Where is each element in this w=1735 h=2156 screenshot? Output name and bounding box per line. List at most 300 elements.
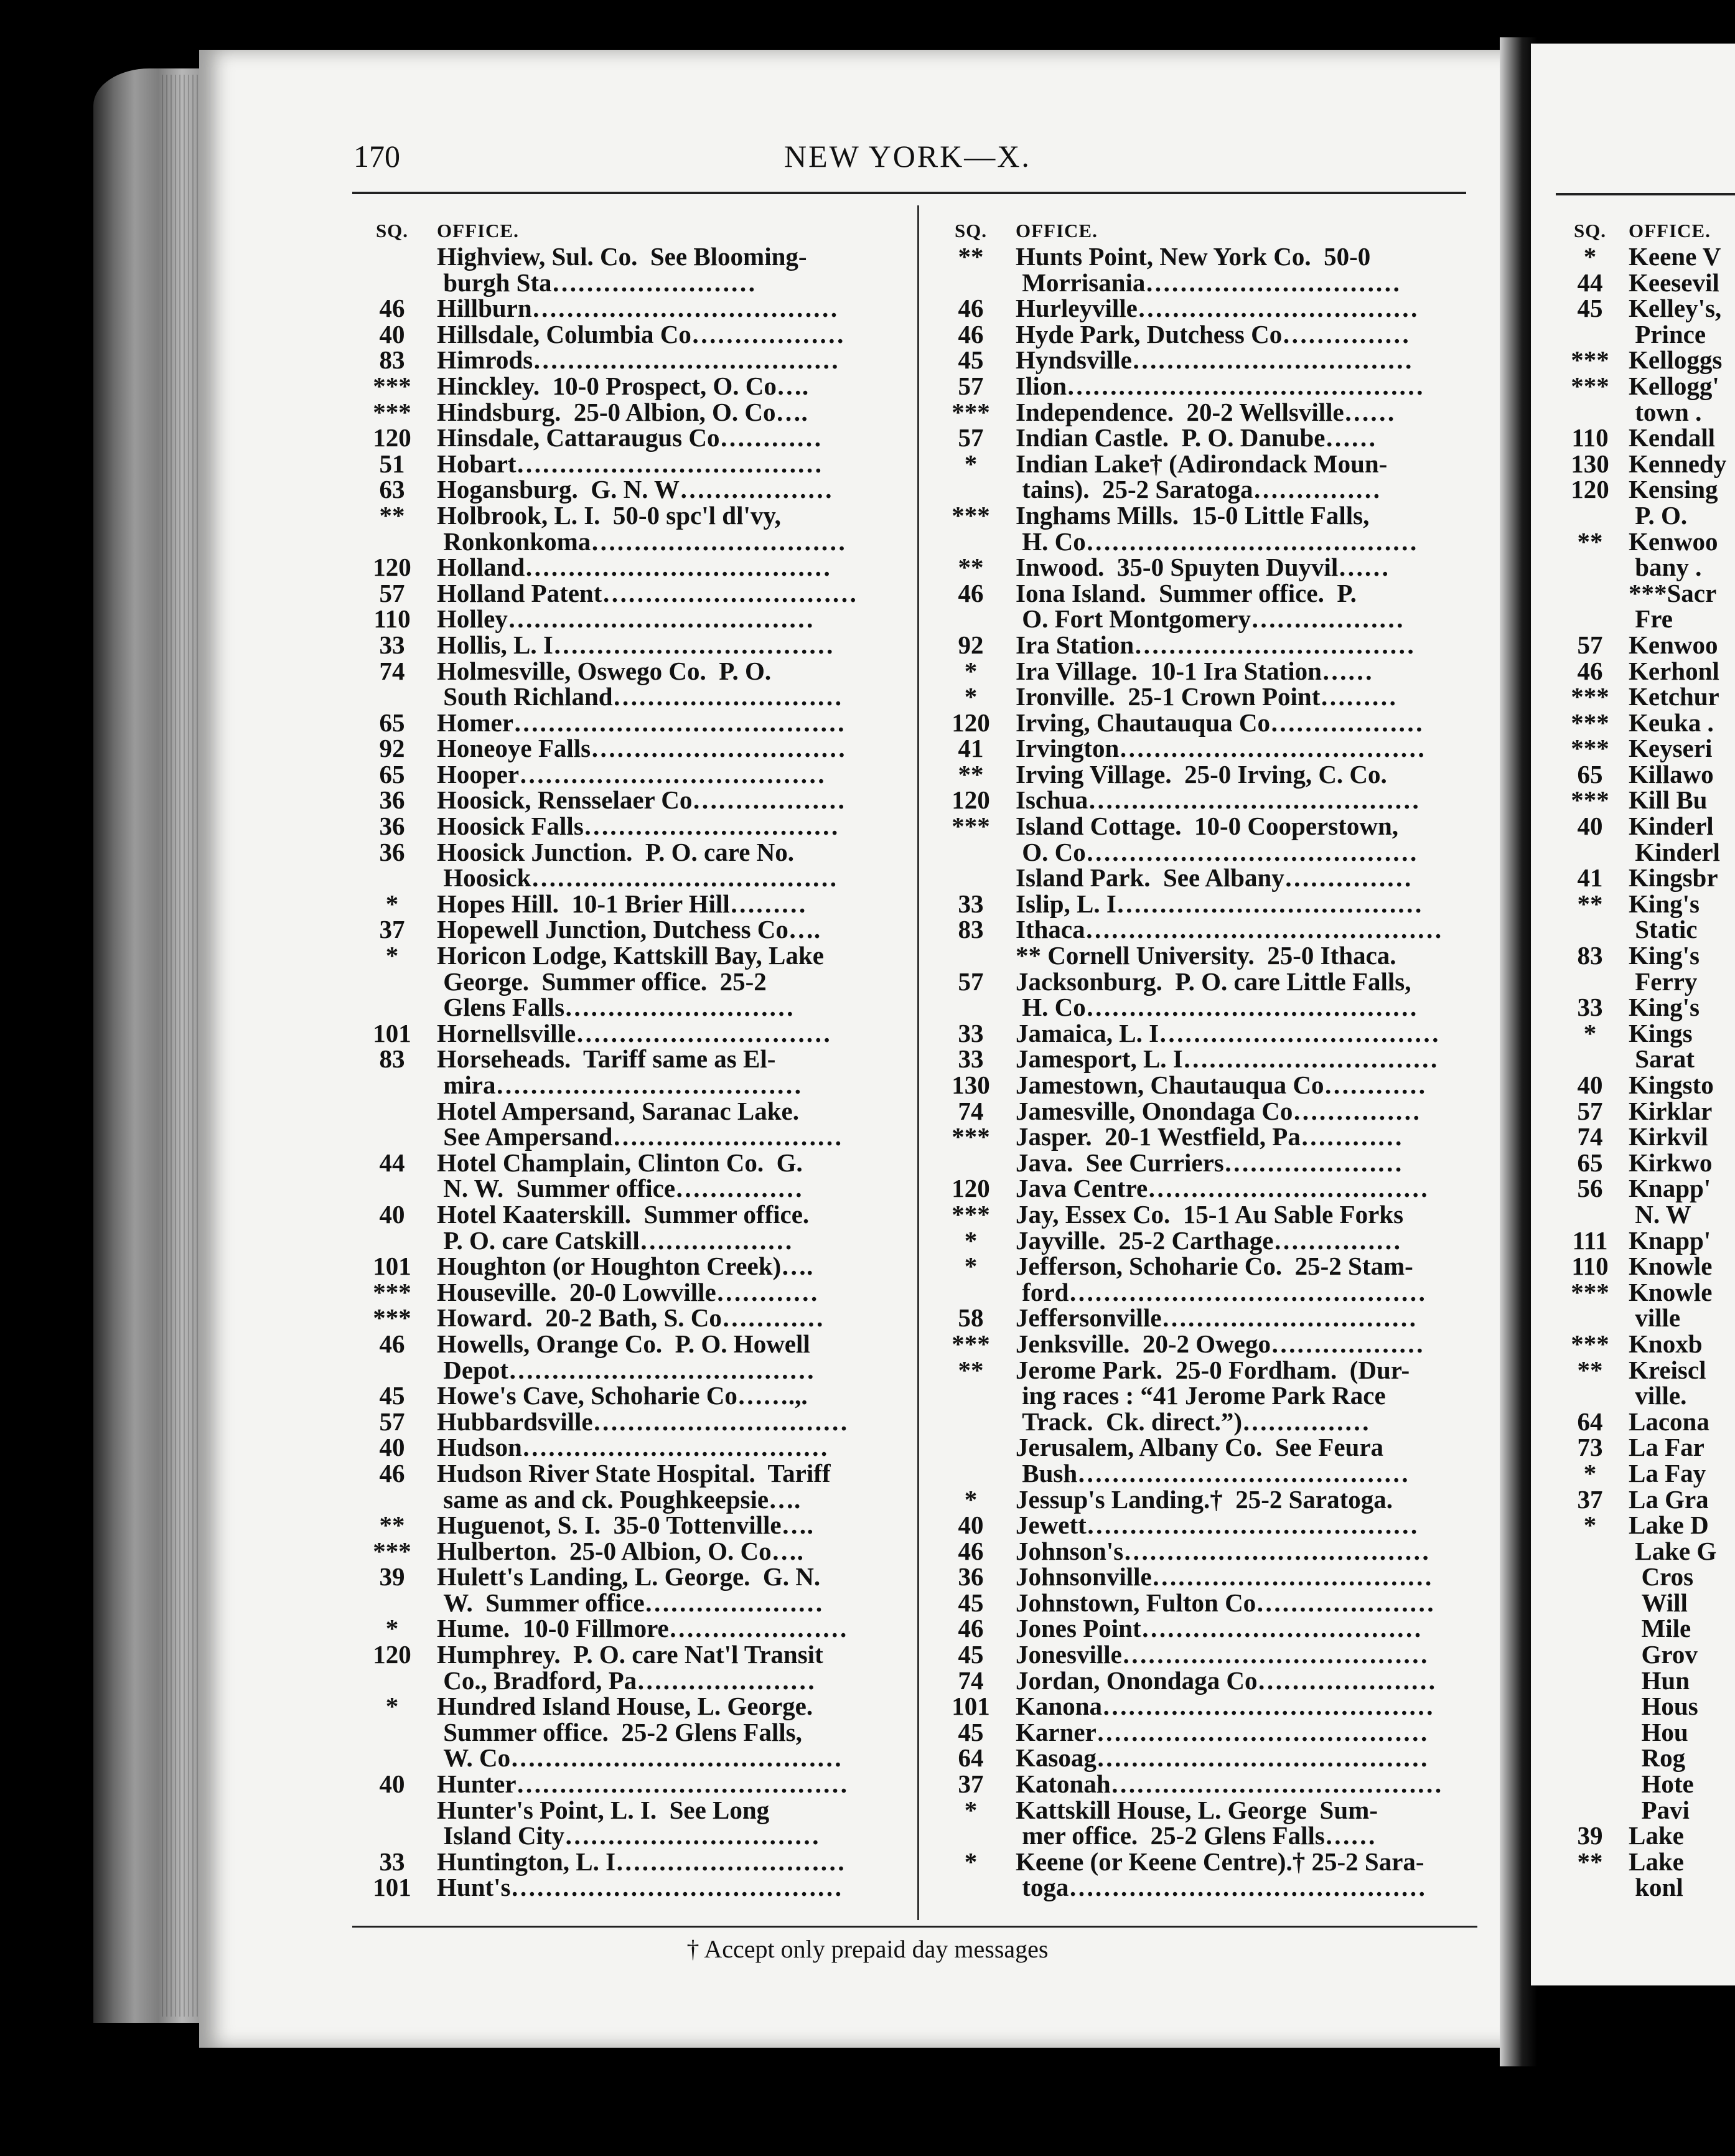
square-code: *** <box>952 1122 990 1151</box>
square-code: ** <box>958 1355 984 1384</box>
square-code: 73 <box>1577 1433 1603 1462</box>
office-row <box>933 1072 1481 1099</box>
square-code: *** <box>1571 708 1609 737</box>
square-code: 40 <box>379 319 405 349</box>
office-row <box>355 813 902 840</box>
square-code: 45 <box>1577 294 1603 323</box>
square-code: 111 <box>1572 1226 1608 1255</box>
office-row <box>933 1797 1481 1849</box>
office-row <box>1559 710 1735 736</box>
office-entry: Hotel Kaaterskill. Summer office. P. O. care Catskill……………… <box>437 1199 810 1255</box>
square-code: 46 <box>958 1614 984 1643</box>
square-code: 110 <box>1571 423 1609 452</box>
square-code: 83 <box>379 1044 405 1074</box>
office-entry: Jeffersonville………………………… <box>1016 1303 1417 1333</box>
square-code: *** <box>373 1303 411 1333</box>
square-code: 92 <box>958 630 984 659</box>
office-row <box>1559 1512 1735 1823</box>
office-row <box>355 500 902 556</box>
office-entry: Huguenot, S. I. 35-0 Tottenville…. <box>437 1511 813 1540</box>
square-code: ** <box>1577 889 1603 918</box>
office-row <box>933 1018 1481 1048</box>
office-row <box>355 296 902 322</box>
facing-header-rule <box>1556 193 1735 195</box>
square-code: 36 <box>958 1562 984 1591</box>
office-row <box>1559 1409 1735 1435</box>
office-entry: King's Ferry <box>1629 941 1700 996</box>
office-entry: Hoosick Junction. P. O. care No. Hoosick……………………………… <box>437 837 838 893</box>
page-edges <box>162 75 199 2017</box>
office-row <box>355 373 902 400</box>
office-entry: Highview, Sul. Co. See Blooming- burgh Sta…………………… <box>437 242 807 297</box>
square-code: 46 <box>379 1458 405 1488</box>
square-code: *** <box>952 397 990 426</box>
square-code: 37 <box>1577 1484 1603 1514</box>
office-row <box>933 1331 1481 1357</box>
square-code: 110 <box>373 604 411 634</box>
office-row <box>933 917 1481 943</box>
office-row <box>933 244 1481 296</box>
office-row <box>933 373 1481 400</box>
square-code: 74 <box>1577 1122 1603 1151</box>
office-entry: Jenksville. 20-2 Owego……………… <box>1016 1329 1424 1358</box>
office-row <box>1559 1435 1735 1461</box>
office-row <box>933 1435 1481 1486</box>
office-row <box>1559 1484 1735 1514</box>
office-row <box>933 1590 1481 1616</box>
office-row <box>355 1277 902 1306</box>
square-code: 46 <box>958 1536 984 1565</box>
office-entry: Knoxb <box>1629 1329 1703 1358</box>
square-code: *** <box>373 397 411 426</box>
office-row <box>355 632 902 659</box>
office-row <box>355 1458 902 1514</box>
square-code: 44 <box>379 1148 405 1177</box>
office-row <box>933 555 1481 581</box>
square-code: 92 <box>379 734 405 763</box>
office-entry: Hinsdale, Cattaraugus Co………… <box>437 423 822 452</box>
square-code: 64 <box>958 1743 984 1773</box>
square-code: 45 <box>379 1381 405 1410</box>
office-entry: Hornellsville………………………… <box>437 1018 831 1048</box>
column-header <box>933 218 1481 244</box>
square-code: 57 <box>1577 1096 1603 1125</box>
office-entry: Kerhonl <box>1629 656 1719 685</box>
office-entry: Kirklar <box>1629 1096 1713 1125</box>
square-code: 57 <box>958 967 984 996</box>
office-entry: Ithaca…………………………………… <box>1016 915 1443 944</box>
square-code: 57 <box>379 1407 405 1436</box>
square-code: ** <box>379 1511 405 1540</box>
square-code: * <box>385 941 399 970</box>
office-row <box>933 347 1481 373</box>
office-row <box>355 1150 902 1202</box>
office-entry: Hillsdale, Columbia Co……………… <box>437 319 844 349</box>
office-row <box>1559 1823 1735 1849</box>
office-entry: Johnsonville…………………………… <box>1016 1562 1433 1591</box>
square-code: 74 <box>958 1666 984 1695</box>
square-code: 74 <box>958 1096 984 1125</box>
office-row <box>933 1176 1481 1202</box>
office-entry: Kensing P. O. <box>1629 475 1718 530</box>
office-entry: King's Static <box>1629 889 1700 944</box>
office-entry: Kanona………………………………… <box>1016 1692 1434 1721</box>
office-entry: Keesevil <box>1629 268 1719 297</box>
office-row <box>933 1745 1481 1771</box>
office-entry: Kirkwo <box>1629 1148 1713 1177</box>
square-code: 33 <box>379 630 405 659</box>
header-rule <box>352 192 1466 194</box>
square-code: 58 <box>958 1303 984 1333</box>
office-row <box>355 1383 902 1409</box>
office-row <box>355 1046 902 1098</box>
office-entry: Keuka . <box>1629 708 1714 737</box>
square-code: * <box>1583 1018 1597 1048</box>
office-entry: Jerome Park. 25-0 Fordham. (Dur- ing races : “41 Jerome Park Race Track. Ck. direct.”)…………… <box>1016 1355 1410 1436</box>
column-header <box>1559 218 1735 244</box>
footnote: † Accept only prepaid day messages <box>686 1935 1049 1963</box>
square-code: 120 <box>373 423 411 452</box>
office-row <box>933 1046 1481 1072</box>
square-code: 33 <box>958 1044 984 1074</box>
office-entry: Holley……………………………… <box>437 604 814 634</box>
office-row <box>1559 1124 1735 1150</box>
square-code: 101 <box>373 1873 411 1902</box>
office-entry: Independence. 20-2 Wellsville…… <box>1016 397 1395 426</box>
office-row <box>355 425 902 451</box>
square-code: * <box>964 1252 978 1281</box>
office-entry: Hindsburg. 25-0 Albion, O. Co…. <box>437 397 808 426</box>
office-row <box>355 1096 902 1151</box>
office-row <box>1559 995 1735 1021</box>
office-entry: Jones Point…………………………… <box>1016 1614 1422 1643</box>
square-code: ** <box>958 759 984 789</box>
sq-header: SQ. <box>954 220 988 241</box>
office-row <box>1559 529 1735 581</box>
office-entry: Hogansburg. G. N. W……………… <box>437 475 833 504</box>
square-code: 46 <box>958 578 984 607</box>
square-code: 130 <box>1571 449 1609 478</box>
office-entry: Lake D Lake G Cros Will Mile Grov Hun Hous Hou Rog Hote Pavi <box>1629 1511 1717 1824</box>
office-entry: Kelley's, Prince <box>1629 294 1722 349</box>
office-row <box>355 1616 902 1642</box>
square-code: *** <box>952 1329 990 1358</box>
office-row <box>1559 1849 1735 1901</box>
office-row <box>933 296 1481 322</box>
office-entry: Jay, Essex Co. 15-1 Au Sable Forks <box>1016 1199 1404 1229</box>
office-row <box>355 710 902 736</box>
square-code: * <box>1583 1511 1597 1540</box>
office-row <box>933 425 1481 451</box>
office-row <box>1559 759 1735 789</box>
square-code: 110 <box>1571 1252 1609 1281</box>
office-entry: Johnstown, Fulton Co………………… <box>1016 1588 1435 1617</box>
office-row <box>933 684 1481 710</box>
office-row <box>933 969 1481 1021</box>
office-row <box>933 943 1481 969</box>
office-entry: Keene (or Keene Centre).† 25-2 Sara- toga…………………………………… <box>1016 1847 1426 1902</box>
square-code: 44 <box>1577 268 1603 297</box>
office-entry: Howe's Cave, Schoharie Co…….,. <box>437 1381 808 1410</box>
office-row <box>1559 1150 1735 1176</box>
square-code: ** <box>958 553 984 582</box>
square-code: * <box>964 1847 978 1876</box>
office-entry: Island Park. See Albany…………… <box>1016 863 1412 893</box>
office-row <box>1559 1357 1735 1409</box>
office-entry: Irving Village. 25-0 Irving, C. Co. <box>1016 759 1387 789</box>
office-row <box>1559 477 1735 528</box>
office-entry: ** Cornell University. 25-0 Ithaca. <box>1016 941 1396 970</box>
office-row <box>355 1642 902 1694</box>
office-entry: La Far <box>1629 1433 1705 1462</box>
office-entry: Ironville. 25-1 Crown Point……… <box>1016 682 1397 711</box>
office-entry: Islip, L. I……………………………… <box>1016 889 1423 918</box>
square-code: 101 <box>373 1018 411 1048</box>
office-entry: Kendall <box>1629 423 1715 452</box>
office-entry: Hopes Hill. 10-1 Brier Hill……… <box>437 889 807 918</box>
office-row <box>933 451 1481 503</box>
office-entry: La Gra <box>1629 1484 1709 1514</box>
office-row <box>355 555 902 581</box>
square-code: 40 <box>958 1511 984 1540</box>
square-code: * <box>1583 242 1597 271</box>
office-row <box>355 606 902 632</box>
page-number: 170 <box>353 139 400 174</box>
square-code: 46 <box>958 294 984 323</box>
office-row <box>355 1331 902 1383</box>
column-divider <box>917 205 919 1920</box>
square-code: * <box>964 1484 978 1514</box>
office-row <box>355 451 902 477</box>
square-code: 120 <box>373 553 411 582</box>
office-entry: Kill Bu <box>1629 785 1708 815</box>
square-code: ** <box>1577 1355 1603 1384</box>
office-row <box>355 1409 902 1435</box>
square-code: 33 <box>958 1018 984 1048</box>
office-row <box>355 1254 902 1280</box>
office-entry: Lacona <box>1629 1407 1709 1436</box>
office-entry: Hubbardsville………………………… <box>437 1407 848 1436</box>
office-row <box>1559 943 1735 995</box>
office-entry: Jewett………………………………… <box>1016 1511 1418 1540</box>
office-entry: Keyseri <box>1629 734 1713 763</box>
office-entry: Katonah………………………………… <box>1016 1769 1443 1799</box>
square-code: * <box>385 1614 399 1643</box>
office-row <box>355 1797 902 1849</box>
square-code: * <box>964 682 978 711</box>
office-entry: Hobart……………………………… <box>437 449 823 478</box>
square-code: 130 <box>952 1071 990 1099</box>
office-entry: Jamaica, L. I…………………………… <box>1016 1018 1440 1048</box>
office-row <box>355 1018 902 1048</box>
office-row <box>933 1150 1481 1176</box>
square-code: 36 <box>379 837 405 866</box>
office-entry: Kasoag………………………………… <box>1016 1743 1428 1773</box>
square-code: 37 <box>379 915 405 944</box>
office-row <box>933 500 1481 556</box>
office-entry: Indian Castle. P. O. Danube…… <box>1016 423 1377 452</box>
square-code: 101 <box>952 1692 990 1721</box>
office-entry: Knowle ville <box>1629 1277 1713 1333</box>
office-row <box>355 1512 902 1539</box>
office-row <box>355 347 902 373</box>
square-code: *** <box>1571 682 1609 711</box>
office-entry: Jayville. 25-2 Carthage…………… <box>1016 1226 1401 1255</box>
office-row <box>933 736 1481 762</box>
square-code: 45 <box>958 1717 984 1746</box>
office-row <box>355 1771 902 1797</box>
square-code: 45 <box>958 1588 984 1617</box>
office-entry: Ilion…………………………………… <box>1016 371 1424 400</box>
office-entry: Hooper……………………………… <box>437 759 826 789</box>
office-entry: Holmesville, Oswego Co. P. O. South Richland……………………… <box>437 656 843 711</box>
office-row <box>1559 1458 1735 1488</box>
square-code: *** <box>1571 371 1609 400</box>
office-row <box>933 397 1481 426</box>
office-row <box>355 943 902 1021</box>
office-header: OFFICE. <box>1016 220 1098 241</box>
office-row <box>933 578 1481 634</box>
office-entry: Inghams Mills. 15-0 Little Falls, H. Co………………………………… <box>1016 500 1418 556</box>
office-row <box>933 1305 1481 1331</box>
office-entry: ***Sacr Fre <box>1629 578 1717 634</box>
office-entry: Hoosick Falls………………………… <box>437 812 839 841</box>
square-code: *** <box>952 1199 990 1229</box>
square-code: ** <box>379 500 405 530</box>
office-entry: Kirkvil <box>1629 1122 1708 1151</box>
square-code: 41 <box>958 734 984 763</box>
square-code: 39 <box>1577 1821 1603 1850</box>
office-row <box>933 656 1481 685</box>
office-entry: Hudson……………………………… <box>437 1433 828 1462</box>
sq-header: SQ. <box>375 220 409 241</box>
office-entry: Kinderl Kinderl <box>1629 812 1720 866</box>
square-code: 46 <box>1577 656 1603 685</box>
square-code: 40 <box>379 1433 405 1462</box>
office-entry: Hunter………………………………… <box>437 1769 848 1799</box>
square-code: *** <box>952 812 990 841</box>
office-entry: Hume. 10-0 Fillmore………………… <box>437 1614 848 1643</box>
square-code: 65 <box>379 759 405 789</box>
office-row <box>355 656 902 711</box>
office-entry: Ira Village. 10-1 Ira Station…… <box>1016 656 1373 685</box>
square-code: 57 <box>379 578 405 607</box>
square-code: 40 <box>1577 812 1603 841</box>
office-entry: Honeoye Falls………………………… <box>437 734 846 763</box>
square-code: 45 <box>958 1640 984 1669</box>
office-row <box>1559 1176 1735 1227</box>
office-entry: Houghton (or Houghton Creek)…. <box>437 1252 813 1281</box>
office-row <box>933 787 1481 813</box>
office-entry: Jamestown, Chautauqua Co………… <box>1016 1071 1426 1099</box>
office-row <box>1559 1096 1735 1125</box>
office-row <box>933 710 1481 736</box>
office-row <box>1559 656 1735 685</box>
office-entry: Johnson's……………………………… <box>1016 1536 1430 1565</box>
office-entry: Howells, Orange Co. P. O. Howell Depot……………………………… <box>437 1329 815 1384</box>
office-row <box>1559 684 1735 710</box>
square-code: 65 <box>1577 759 1603 789</box>
office-row <box>933 813 1481 865</box>
office-row <box>933 1717 1481 1746</box>
office-row <box>1559 632 1735 659</box>
office-row <box>355 477 902 503</box>
office-row <box>933 1484 1481 1514</box>
office-entry: Knapp' <box>1629 1226 1711 1255</box>
square-code: * <box>964 1226 978 1255</box>
office-row <box>1559 244 1735 270</box>
square-code: 41 <box>1577 863 1603 893</box>
square-code: 120 <box>952 708 990 737</box>
office-entry: Jacksonburg. P. O. care Little Falls, H. Co………………………………… <box>1016 967 1418 1022</box>
office-row <box>355 917 902 943</box>
office-entry: Lake <box>1629 1821 1684 1850</box>
square-code: * <box>964 449 978 478</box>
office-entry: Kenwoo <box>1629 630 1718 659</box>
square-code: *** <box>1571 734 1609 763</box>
office-row <box>933 759 1481 789</box>
office-entry: Hollis, L. I…………………………… <box>437 630 834 659</box>
square-code: 83 <box>958 915 984 944</box>
office-row <box>1559 451 1735 477</box>
office-row <box>933 632 1481 659</box>
office-entry: Killawo <box>1629 759 1714 789</box>
square-code: * <box>385 889 399 918</box>
office-list <box>355 244 902 1901</box>
office-entry: Hyndsville…………………………… <box>1016 345 1413 375</box>
office-row <box>933 1642 1481 1668</box>
office-row <box>933 1536 1481 1565</box>
office-entry: Hulberton. 25-0 Albion, O. Co…. <box>437 1536 803 1565</box>
square-code: 46 <box>379 294 405 323</box>
square-code: * <box>385 1692 399 1721</box>
office-entry: Jordan, Onondaga Co………………… <box>1016 1666 1436 1695</box>
column-left <box>355 218 902 1901</box>
office-entry: Holland……………………………… <box>437 553 831 582</box>
office-entry: Hulett's Landing, L. George. G. N. W. Summer office………………… <box>437 1562 823 1617</box>
office-row <box>355 787 902 813</box>
office-row <box>933 1254 1481 1305</box>
office-entry: Jamesport, L. I………………………… <box>1016 1044 1438 1074</box>
office-entry: Iona Island. Summer office. P. O. Fort Montgomery……………… <box>1016 578 1404 634</box>
square-code: * <box>964 1795 978 1824</box>
column-header <box>355 218 902 244</box>
square-code: 120 <box>952 1174 990 1203</box>
office-entry: Kenwoo bany . <box>1629 527 1718 582</box>
square-code: 63 <box>379 475 405 504</box>
office-header: OFFICE. <box>437 220 519 241</box>
office-entry: Java. See Curriers………………… <box>1016 1148 1403 1177</box>
square-code: *** <box>1571 1277 1609 1306</box>
square-code: 45 <box>958 345 984 375</box>
square-code: *** <box>1571 345 1609 375</box>
office-entry: Hinckley. 10-0 Prospect, O. Co…. <box>437 371 809 400</box>
office-row <box>933 1564 1481 1590</box>
square-code: ** <box>1577 527 1603 556</box>
office-row <box>1559 296 1735 347</box>
office-row <box>933 1124 1481 1150</box>
office-row <box>933 1616 1481 1642</box>
square-code: 40 <box>379 1199 405 1229</box>
square-code: * <box>964 656 978 685</box>
square-code: *** <box>373 371 411 400</box>
office-entry: Hyde Park, Dutchess Co…………… <box>1016 319 1410 349</box>
office-entry: Jasper. 20-1 Westfield, Pa………… <box>1016 1122 1403 1151</box>
office-row <box>1559 1228 1735 1254</box>
office-entry: Kreiscl ville. <box>1629 1355 1706 1410</box>
office-row <box>355 1536 902 1565</box>
footer-rule <box>352 1926 1477 1928</box>
